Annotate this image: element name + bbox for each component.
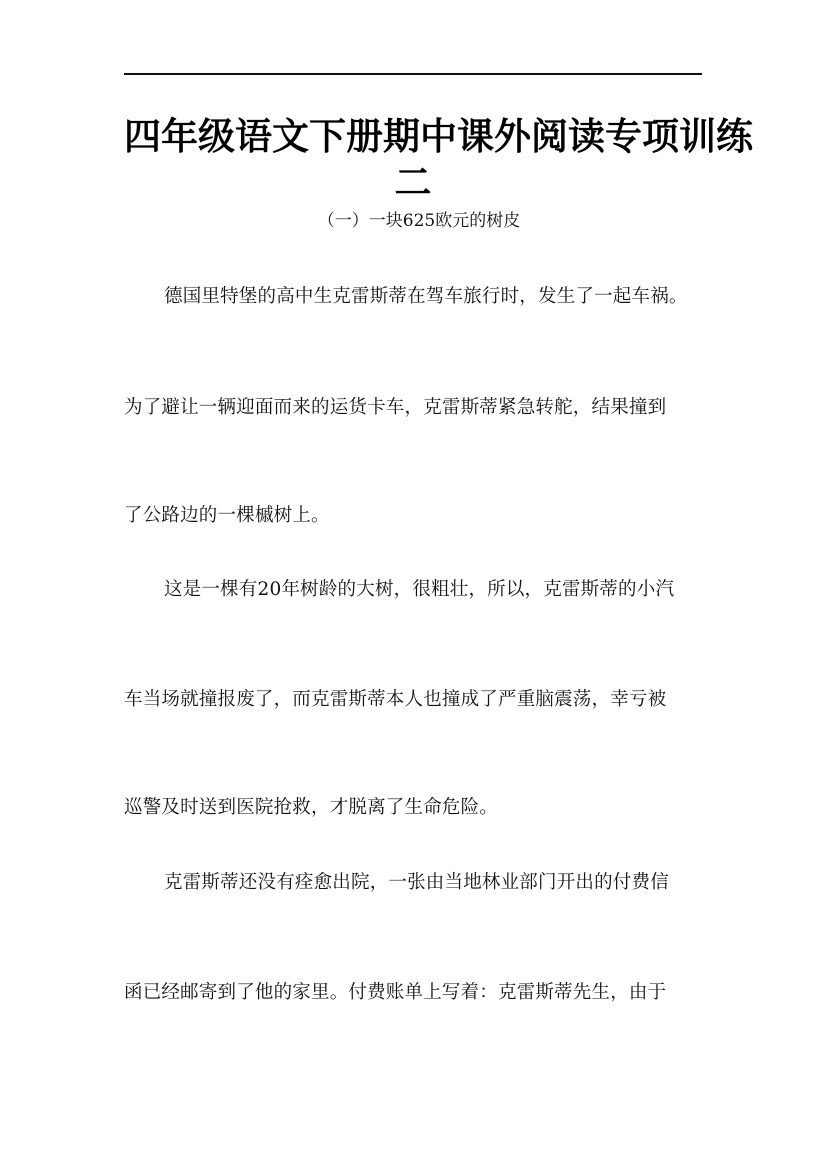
text-line-2: 为了避让一辆迎面而来的运货卡车，克雷斯蒂紧急转舵，结果撞到 — [124, 397, 667, 418]
page-title-line-1: 四年级语文下册期中课外阅读专项训练 — [124, 115, 753, 158]
text-line-6: 巡警及时送到医院抢救，才脱离了生命危险。 — [124, 797, 499, 818]
text-line-7: 克雷斯蒂还没有痊愈出院，一张由当地林业部门开出的付费信 — [164, 872, 669, 893]
section-subtitle: （一）一块625欧元的树皮 — [317, 211, 521, 231]
page-title-line-2: 二 — [394, 161, 432, 204]
text-line-1: 德国里特堡的高中生克雷斯蒂在驾车旅行时，发生了一起车祸。 — [164, 286, 688, 307]
text-line-4: 这是一棵有20年树龄的大树，很粗壮，所以，克雷斯蒂的小汽 — [164, 579, 675, 600]
text-line-5: 车当场就撞报废了，而克雷斯蒂本人也撞成了严重脑震荡，幸亏被 — [124, 689, 667, 710]
text-line-3: 了公路边的一棵槭树上。 — [124, 505, 330, 526]
top-rule — [124, 73, 702, 75]
text-line-8: 函已经邮寄到了他的家里。付费账单上写着：克雷斯蒂先生，由于 — [124, 982, 667, 1003]
